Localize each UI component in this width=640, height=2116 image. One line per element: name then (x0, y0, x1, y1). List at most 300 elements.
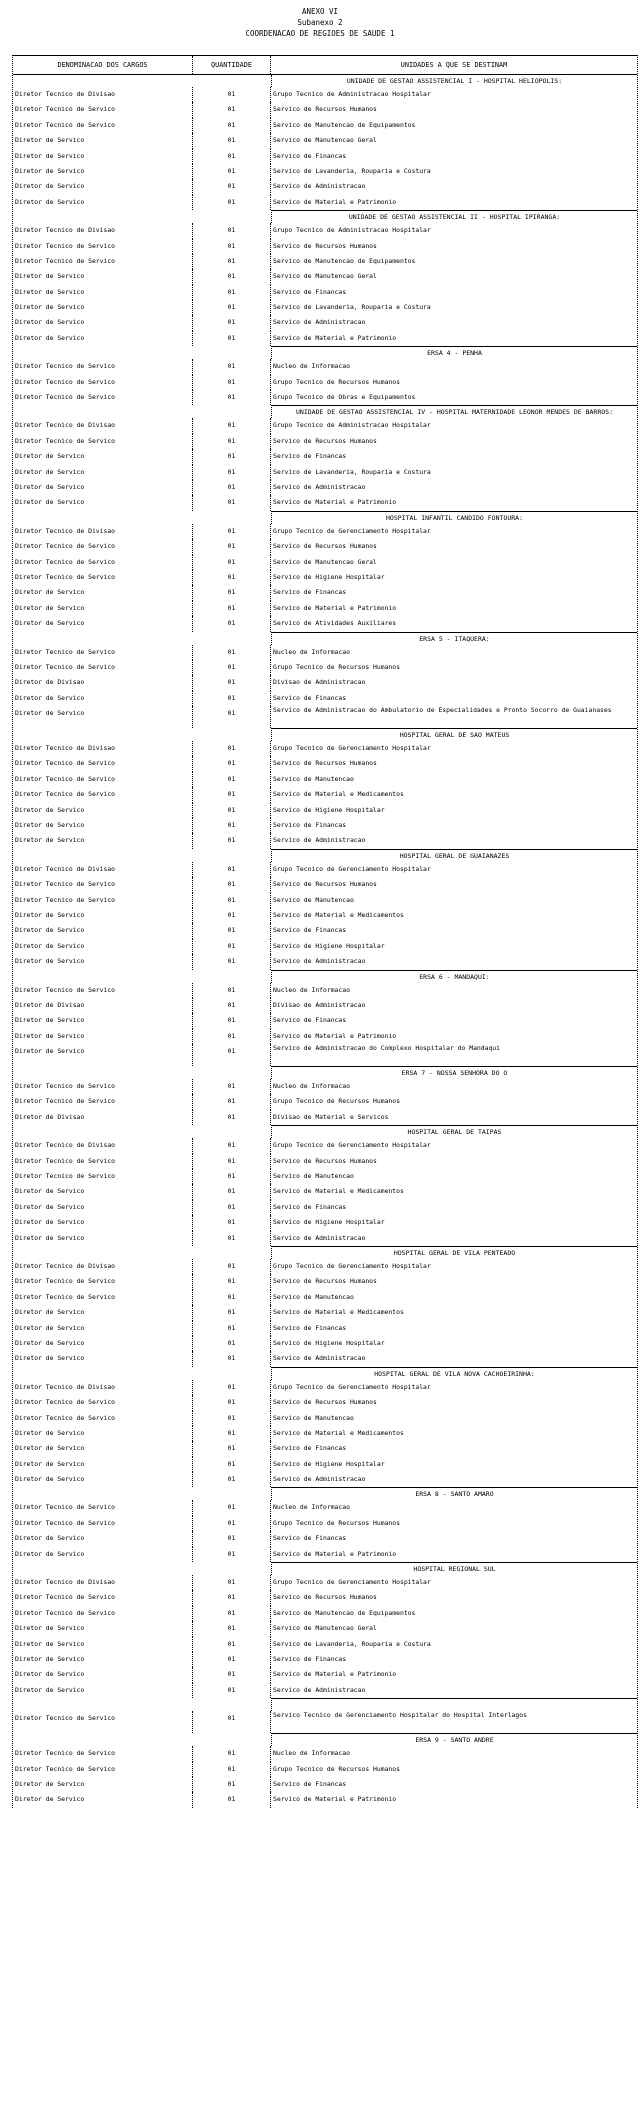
table-row (13, 741, 637, 756)
cell-unidade: Servico de Material e Patrimonio (273, 603, 397, 612)
cell-quantidade: 01 (193, 149, 271, 164)
table-section (13, 75, 637, 210)
cell-cargo: Diretor de Servico (13, 803, 193, 818)
cell-unidade: Grupo Tecnico de Administracao Hospitalar (273, 90, 431, 98)
cell-cargo: Diretor Tecnico de Servico (13, 434, 193, 449)
cell-quantidade: 01 (193, 1441, 271, 1456)
table-row (13, 1138, 637, 1153)
cell-quantidade: 01 (193, 1029, 271, 1044)
cell-quantidade: 01 (193, 616, 271, 631)
table-row (13, 1395, 637, 1410)
cell-unidade: Grupo Tecnico de Recursos Humanos (273, 1097, 400, 1106)
table-row (13, 1441, 637, 1456)
table-row (13, 118, 637, 133)
cell-cargo: Diretor de Servico (13, 1792, 193, 1807)
cell-unidade: Servico de Administracao do Complexo Hospitalar do Mandaqui (273, 1044, 501, 1053)
cell-cargo: Diretor Tecnico de Servico (13, 1762, 193, 1777)
cell-quantidade: 01 (193, 1667, 271, 1682)
table-row (13, 1154, 637, 1169)
cell-cargo: Diretor Tecnico de Servico (13, 239, 193, 254)
cell-quantidade: 01 (193, 1500, 271, 1515)
cell-quantidade: 01 (193, 706, 271, 728)
cell-unidade: Servico de Recursos Humanos (273, 1398, 377, 1407)
section-title (271, 1698, 637, 1711)
cell-cargo: Diretor de Servico (13, 1777, 193, 1792)
cell-quantidade: 01 (193, 495, 271, 510)
cell-quantidade: 01 (193, 539, 271, 554)
cell-cargo: Diretor Tecnico de Servico (13, 1746, 193, 1761)
cell-cargo: Diretor Tecnico de Servico (13, 1169, 193, 1184)
cell-quantidade: 01 (193, 465, 271, 480)
table-section (13, 1125, 637, 1246)
cell-quantidade: 01 (193, 449, 271, 464)
cell-unidade: Servico de Lavanderia, Rouparia e Costura (273, 166, 431, 175)
cell-cargo: Diretor de Servico (13, 1336, 193, 1351)
table-row (13, 133, 637, 148)
table-row (13, 998, 637, 1013)
table-row (13, 1575, 637, 1590)
cell-quantidade: 01 (193, 331, 271, 346)
cell-cargo: Diretor Tecnico de Servico (13, 1606, 193, 1621)
cell-cargo: Diretor de Servico (13, 923, 193, 938)
cell-unidade: Servico de Administracao (273, 1475, 366, 1484)
cell-quantidade: 01 (193, 179, 271, 194)
cell-quantidade: 01 (193, 1321, 271, 1336)
cell-unidade: Grupo Tecnico de Obras e Equipamentos (273, 393, 416, 402)
cell-unidade: Servico de Administracao (273, 482, 366, 491)
cell-cargo: Diretor de Servico (13, 833, 193, 848)
cell-unidade: Grupo Tecnico de Gerenciamento Hospitalar (273, 864, 431, 873)
cell-unidade: Servico de Administracao (273, 1354, 366, 1363)
table-row (13, 675, 637, 690)
cell-unidade: Grupo Tecnico de Recursos Humanos (273, 1764, 400, 1773)
cell-cargo: Diretor de Servico (13, 285, 193, 300)
section-title: ERSA 7 - NOSSA SENHORA DO O (271, 1066, 637, 1079)
cell-cargo: Diretor Tecnico de Servico (13, 102, 193, 117)
cell-unidade: Servico de Recursos Humanos (273, 1593, 377, 1602)
cell-unidade: Grupo Tecnico de Gerenciamento Hospitalar (273, 1382, 431, 1391)
cell-quantidade: 01 (193, 239, 271, 254)
cell-cargo: Diretor de Servico (13, 269, 193, 284)
cell-unidade: Servico de Manutencao de Equipamentos (273, 120, 416, 129)
cell-cargo: Diretor de Servico (13, 1184, 193, 1199)
table-row (13, 239, 637, 254)
cell-quantidade: 01 (193, 833, 271, 848)
annex-title: ANEXO VI (301, 7, 339, 16)
cell-quantidade: 01 (193, 803, 271, 818)
cell-cargo: Diretor de Servico (13, 1351, 193, 1366)
cell-cargo: Diretor Tecnico de Divisao (13, 741, 193, 756)
cell-unidade: Servico de Atividades Auxiliares (273, 619, 397, 628)
cell-unidade: Servico de Manutencao Geral (273, 136, 377, 145)
cell-unidade: Servico de Material e Patrimonio (273, 1549, 397, 1558)
table-row (13, 465, 637, 480)
cell-quantidade: 01 (193, 1472, 271, 1487)
cell-cargo: Diretor de Divisao (13, 998, 193, 1013)
table-row (13, 1652, 637, 1667)
cell-cargo: Diretor Tecnico de Servico (13, 893, 193, 908)
cell-quantidade: 01 (193, 983, 271, 998)
cell-unidade: Servico de Material e Patrimonio (273, 1795, 397, 1804)
table-row (13, 1621, 637, 1636)
cell-unidade: Servico de Lavanderia, Rouparia e Costura (273, 303, 431, 312)
cell-quantidade: 01 (193, 133, 271, 148)
cell-cargo: Diretor Tecnico de Servico (13, 877, 193, 892)
cell-unidade: Grupo Tecnico de Gerenciamento Hospitalar (273, 744, 431, 753)
section-title: ERSA 4 - PENHA (271, 346, 637, 359)
table-row (13, 691, 637, 706)
table-row (13, 1321, 637, 1336)
cell-unidade: Servico de Financas (273, 1444, 347, 1453)
cell-unidade: Servico de Manutencao (273, 1292, 354, 1301)
cell-quantidade: 01 (193, 1426, 271, 1441)
cell-cargo: Diretor de Servico (13, 315, 193, 330)
cell-unidade: Servico de Higiene Hospitalar (273, 805, 385, 814)
cell-quantidade: 01 (193, 675, 271, 690)
cell-quantidade: 01 (193, 660, 271, 675)
table-row (13, 102, 637, 117)
cell-quantidade: 01 (193, 1637, 271, 1652)
table-row (13, 359, 637, 374)
cell-quantidade: 01 (193, 524, 271, 539)
cell-cargo: Diretor de Servico (13, 1652, 193, 1667)
cell-unidade: Servico de Manutencao de Equipamentos (273, 256, 416, 265)
cell-cargo: Diretor Tecnico de Servico (13, 359, 193, 374)
cell-unidade: Servico de Administracao (273, 957, 366, 966)
cell-cargo: Diretor Tecnico de Divisao (13, 223, 193, 238)
cell-cargo: Diretor Tecnico de Divisao (13, 1138, 193, 1153)
cell-unidade: Servico de Material e Medicamentos (273, 790, 404, 799)
table-row (13, 164, 637, 179)
cell-quantidade: 01 (193, 1411, 271, 1426)
cell-quantidade: 01 (193, 1683, 271, 1698)
cell-quantidade: 01 (193, 570, 271, 585)
cell-unidade: Servico de Manutencao de Equipamentos (273, 1608, 416, 1617)
cell-unidade: Divisao de Administracao (273, 678, 366, 687)
cell-unidade: Servico de Administracao (273, 836, 366, 845)
cell-unidade: Nucleo de Informacao (273, 1082, 350, 1091)
cell-quantidade: 01 (193, 390, 271, 405)
table-row (13, 1044, 637, 1066)
cell-quantidade: 01 (193, 1274, 271, 1289)
table-row (13, 179, 637, 194)
cell-cargo: Diretor Tecnico de Divisao (13, 1575, 193, 1590)
cell-quantidade: 01 (193, 269, 271, 284)
cell-cargo: Diretor de Servico (13, 1472, 193, 1487)
column-header-unidades: UNIDADES A QUE SE DESTINAM (400, 61, 508, 69)
cell-quantidade: 01 (193, 1044, 271, 1066)
cell-cargo: Diretor de Servico (13, 164, 193, 179)
cell-cargo: Diretor de Servico (13, 1426, 193, 1441)
table-row (13, 269, 637, 284)
cell-unidade: Servico de Recursos Humanos (273, 880, 377, 889)
cell-unidade: Servico de Administracao (273, 1685, 366, 1694)
table-row (13, 1200, 637, 1215)
cell-unidade: Servico de Recursos Humanos (273, 105, 377, 114)
section-title: ERSA 9 - SANTO ANDRE (271, 1733, 637, 1746)
cell-unidade: Grupo Tecnico de Administracao Hospitalar (273, 421, 431, 430)
table-row (13, 300, 637, 315)
cell-cargo: Diretor Tecnico de Servico (13, 254, 193, 269)
cell-unidade: Servico de Higiene Hospitalar (273, 572, 385, 581)
table-row (13, 1274, 637, 1289)
cell-quantidade: 01 (193, 1215, 271, 1230)
table-row (13, 1259, 637, 1274)
table-row (13, 1500, 637, 1515)
table-row (13, 524, 637, 539)
table-row (13, 315, 637, 330)
table-row (13, 803, 637, 818)
cell-quantidade: 01 (193, 862, 271, 877)
cell-quantidade: 01 (193, 1457, 271, 1472)
cell-unidade: Grupo Tecnico de Gerenciamento Hospitalar (273, 1141, 431, 1150)
cell-quantidade: 01 (193, 285, 271, 300)
table-row (13, 539, 637, 554)
table-row (13, 877, 637, 892)
cell-cargo: Diretor Tecnico de Servico (13, 375, 193, 390)
cell-cargo: Diretor de Servico (13, 300, 193, 315)
table-section (13, 405, 637, 510)
cell-unidade: Grupo Tecnico de Gerenciamento Hospitalar (273, 1262, 431, 1270)
subannex-title: Subanexo 2 (297, 18, 343, 27)
cell-unidade: Servico de Financas (273, 1202, 347, 1211)
cell-quantidade: 01 (193, 1746, 271, 1761)
cell-cargo: Diretor de Servico (13, 1321, 193, 1336)
cell-unidade: Nucleo de Informacao (273, 362, 350, 371)
cell-quantidade: 01 (193, 1777, 271, 1792)
cell-quantidade: 01 (193, 300, 271, 315)
cell-unidade: Grupo Tecnico de Recursos Humanos (273, 1518, 400, 1527)
table-body (13, 75, 637, 1808)
cell-quantidade: 01 (193, 1351, 271, 1366)
table-row (13, 893, 637, 908)
cell-unidade: Divisao de Administracao (273, 1000, 366, 1009)
cell-unidade: Servico de Financas (273, 1323, 347, 1332)
cell-cargo: Diretor de Servico (13, 691, 193, 706)
table-header (13, 56, 637, 75)
cell-cargo: Diretor de Servico (13, 706, 193, 728)
section-title: HOSPITAL REGIONAL SUL (271, 1562, 637, 1575)
cell-unidade: Nucleo de Informacao (273, 985, 350, 994)
section-title: HOSPITAL GERAL DE GUAIANAZES (271, 849, 637, 862)
cell-quantidade: 01 (193, 1621, 271, 1636)
cell-unidade: Nucleo de Informacao (273, 1503, 350, 1512)
cell-cargo: Diretor Tecnico de Servico (13, 1079, 193, 1094)
table-row (13, 1231, 637, 1246)
cell-cargo: Diretor de Servico (13, 133, 193, 148)
table-section (13, 1246, 637, 1367)
table-row (13, 706, 637, 728)
table-row (13, 331, 637, 346)
cell-cargo: Diretor Tecnico de Servico (13, 570, 193, 585)
table-row (13, 1215, 637, 1230)
cell-quantidade: 01 (193, 1590, 271, 1605)
cell-cargo: Diretor Tecnico de Servico (13, 555, 193, 570)
table-row (13, 1792, 637, 1807)
section-title: ERSA 5 - ITAQUERA: (271, 632, 637, 645)
cell-unidade: Divisao de Material e Servicos (273, 1112, 389, 1121)
table-row (13, 1336, 637, 1351)
cell-quantidade: 01 (193, 1079, 271, 1094)
table-section (13, 1733, 637, 1808)
cell-unidade: Servico de Manutencao (273, 1413, 354, 1422)
section-title: HOSPITAL GERAL DE TAIPAS (271, 1125, 637, 1138)
section-title: UNIDADE DE GESTAO ASSISTENCIAL IV - HOSPITAL MATERNIDADE LEONOR MENDES DE BARROS: (271, 405, 637, 418)
cell-quantidade: 01 (193, 1013, 271, 1028)
table-row (13, 1472, 637, 1487)
table-row (13, 1351, 637, 1366)
cell-unidade: Servico de Administracao do Ambulatorio de Especialidades e Pronto Socorro de Guaianases (273, 706, 612, 715)
table-row (13, 418, 637, 433)
section-title: HOSPITAL GERAL DE SAO MATEUS (271, 728, 637, 741)
table-row (13, 1426, 637, 1441)
cell-cargo: Diretor Tecnico de Servico (13, 660, 193, 675)
cell-unidade: Servico de Manutencao (273, 1172, 354, 1181)
table-row (13, 908, 637, 923)
table-row (13, 833, 637, 848)
cell-cargo: Diretor de Servico (13, 195, 193, 210)
table-row (13, 1079, 637, 1094)
cell-cargo: Diretor Tecnico de Servico (13, 1094, 193, 1109)
cell-unidade: Servico de Material e Patrimonio (273, 1031, 397, 1040)
cell-unidade: Servico de Administracao (273, 1233, 366, 1242)
table-row (13, 585, 637, 600)
table-section (13, 1698, 637, 1733)
cell-unidade: Servico de Recursos Humanos (273, 1156, 377, 1165)
cell-cargo: Diretor Tecnico de Servico (13, 787, 193, 802)
cell-unidade: Servico de Material e Patrimonio (273, 333, 397, 342)
cell-quantidade: 01 (193, 1200, 271, 1215)
table-row (13, 862, 637, 877)
cell-quantidade: 01 (193, 585, 271, 600)
section-title: UNIDADE DE GESTAO ASSISTENCIAL II - HOSPITAL IPIRANGA: (271, 210, 637, 223)
cell-cargo: Diretor Tecnico de Servico (13, 1516, 193, 1531)
cell-cargo: Diretor Tecnico de Servico (13, 1395, 193, 1410)
cell-cargo: Diretor Tecnico de Servico (13, 1711, 193, 1733)
table-section (13, 1367, 637, 1488)
cell-quantidade: 01 (193, 102, 271, 117)
table-section (13, 210, 637, 346)
cell-unidade: Servico de Financas (273, 693, 347, 702)
cell-unidade: Servico de Financas (273, 1654, 347, 1663)
cell-quantidade: 01 (193, 1305, 271, 1320)
cell-quantidade: 01 (193, 1110, 271, 1125)
cell-cargo: Diretor de Servico (13, 465, 193, 480)
cell-unidade: Servico de Higiene Hospitalar (273, 1218, 385, 1227)
table-row (13, 756, 637, 771)
cell-cargo: Diretor de Servico (13, 616, 193, 631)
cell-cargo: Diretor de Servico (13, 1029, 193, 1044)
cell-unidade: Grupo Tecnico de Administracao Hospitalar (273, 226, 431, 235)
cell-cargo: Diretor de Servico (13, 1044, 193, 1066)
table-row (13, 149, 637, 164)
cell-cargo: Diretor Tecnico de Servico (13, 1411, 193, 1426)
cell-unidade: Servico de Administracao (273, 182, 366, 191)
cell-quantidade: 01 (193, 1336, 271, 1351)
cell-cargo: Diretor Tecnico de Divisao (13, 87, 193, 102)
cell-cargo: Diretor Tecnico de Divisao (13, 862, 193, 877)
cell-quantidade: 01 (193, 555, 271, 570)
cell-unidade: Servico de Manutencao (273, 774, 354, 783)
cell-unidade: Servico de Recursos Humanos (273, 1277, 377, 1286)
cell-quantidade: 01 (193, 954, 271, 969)
table-section (13, 849, 637, 970)
table-section (13, 1562, 637, 1698)
table-row (13, 1184, 637, 1199)
table-row (13, 223, 637, 238)
table-row (13, 570, 637, 585)
cell-quantidade: 01 (193, 375, 271, 390)
table-row (13, 645, 637, 660)
cell-quantidade: 01 (193, 1652, 271, 1667)
cell-unidade: Servico de Manutencao Geral (273, 272, 377, 281)
cell-quantidade: 01 (193, 645, 271, 660)
table-row (13, 434, 637, 449)
cell-cargo: Diretor Tecnico de Servico (13, 118, 193, 133)
cell-quantidade: 01 (193, 87, 271, 102)
cell-quantidade: 01 (193, 1154, 271, 1169)
table-row (13, 87, 637, 102)
cell-unidade: Servico de Material e Patrimonio (273, 498, 397, 507)
cell-quantidade: 01 (193, 1290, 271, 1305)
table-row (13, 1531, 637, 1546)
cell-cargo: Diretor Tecnico de Servico (13, 390, 193, 405)
cell-quantidade: 01 (193, 1606, 271, 1621)
cell-cargo: Diretor de Servico (13, 1683, 193, 1698)
cell-cargo: Diretor de Servico (13, 1215, 193, 1230)
section-title: HOSPITAL GERAL DE VILA PENTEADO (271, 1246, 637, 1259)
cell-cargo: Diretor de Servico (13, 954, 193, 969)
cell-quantidade: 01 (193, 118, 271, 133)
cell-unidade: Servico de Lavanderia, Rouparia e Costura (273, 467, 431, 476)
cell-unidade: Servico de Administracao (273, 318, 366, 327)
cell-quantidade: 01 (193, 1094, 271, 1109)
table-row (13, 772, 637, 787)
cell-quantidade: 01 (193, 1259, 271, 1274)
cell-cargo: Diretor Tecnico de Servico (13, 1590, 193, 1605)
cell-quantidade: 01 (193, 1531, 271, 1546)
cell-cargo: Diretor de Servico (13, 1013, 193, 1028)
table-row (13, 616, 637, 631)
cell-quantidade: 01 (193, 1138, 271, 1153)
cell-unidade: Grupo Tecnico de Recursos Humanos (273, 377, 400, 386)
coordination-title: COORDENACAO DE REGIOES DE SAUDE 1 (245, 29, 395, 38)
cell-unidade: Servico de Higiene Hospitalar (273, 1459, 385, 1468)
table-row (13, 1380, 637, 1395)
section-title: ERSA 8 - SANTO AMARO (271, 1487, 637, 1500)
table-section (13, 511, 637, 632)
cell-unidade: Servico de Financas (273, 287, 347, 296)
cell-unidade: Servico de Financas (273, 1534, 347, 1543)
cell-quantidade: 01 (193, 939, 271, 954)
cell-cargo: Diretor Tecnico de Servico (13, 772, 193, 787)
cell-quantidade: 01 (193, 1792, 271, 1807)
section-title: UNIDADE DE GESTAO ASSISTENCIAL I - HOSPITAL HELIOPOLIS: (271, 75, 637, 87)
cell-unidade: Servico de Material e Medicamentos (273, 1187, 404, 1196)
cell-quantidade: 01 (193, 195, 271, 210)
cell-cargo: Diretor de Servico (13, 331, 193, 346)
column-header-quantidade: QUANTIDADE (193, 56, 271, 74)
cell-cargo: Diretor de Servico (13, 179, 193, 194)
table-row (13, 285, 637, 300)
table-row (13, 375, 637, 390)
table-row (13, 818, 637, 833)
cell-cargo: Diretor de Servico (13, 1200, 193, 1215)
cell-quantidade: 01 (193, 418, 271, 433)
cell-quantidade: 01 (193, 998, 271, 1013)
cell-cargo: Diretor de Servico (13, 1667, 193, 1682)
cell-unidade: Servico de Material e Medicamentos (273, 1428, 404, 1437)
